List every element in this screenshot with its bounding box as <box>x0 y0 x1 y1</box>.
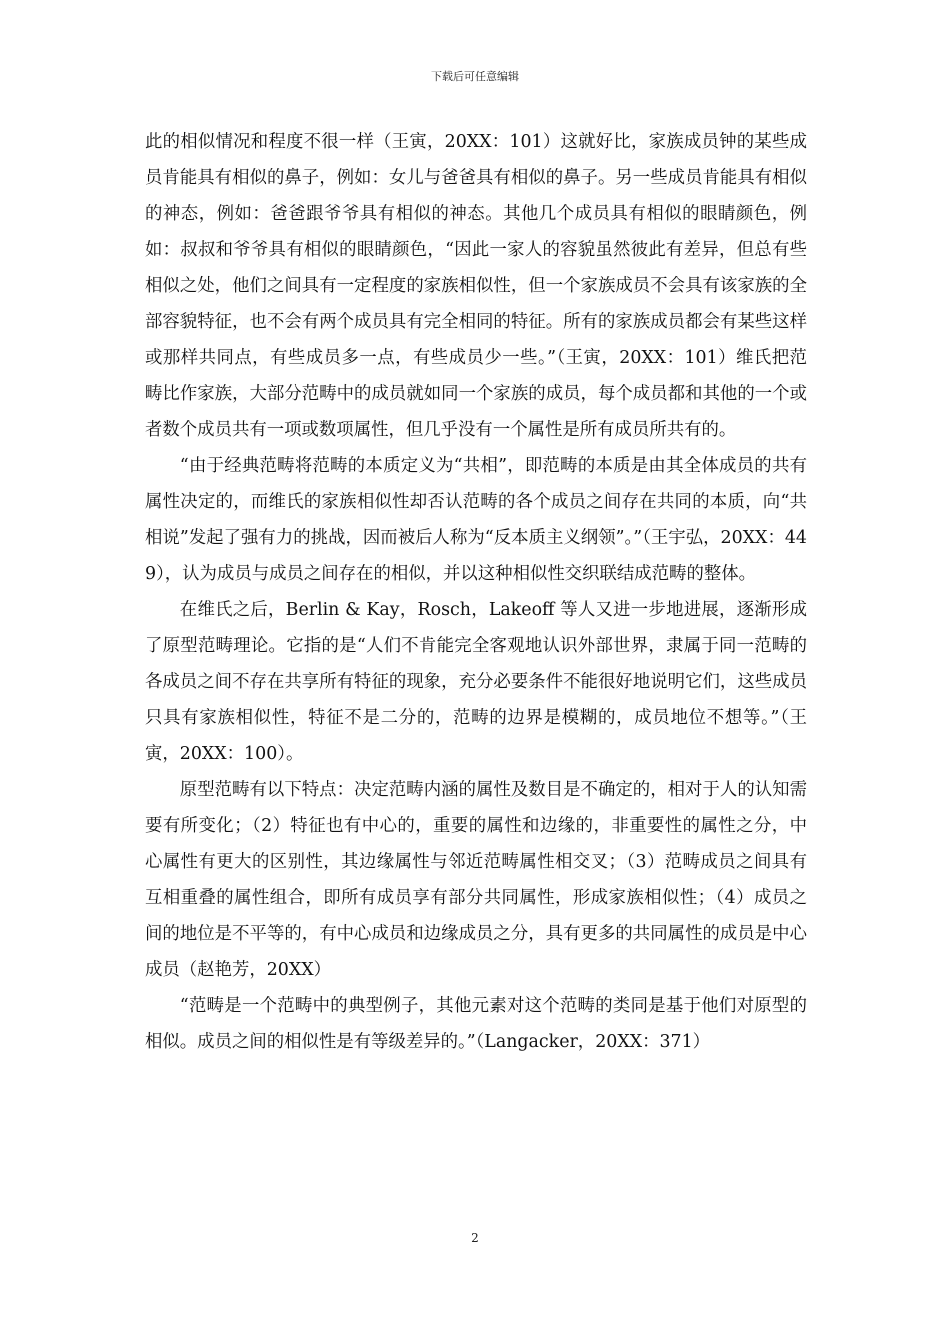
body-text <box>145 124 807 1060</box>
paragraph: 在维氏之后，Berlin & Kay，Rosch，Lakeoff 等人又进一步地进展，逐渐形成了原型范畴理论。它指的是“人们不肯能完全客观地认识外部世界，隶属于同一范畴的各成员之间不存在共享所有特征的现象，充分必要条件不能很好地说明它们，这些成员只具有家族相似性，特征不是二分的，范畴的边界是模糊的，成员地位不想等。”（王寅，20XX：100）。 <box>145 600 807 764</box>
paragraph: “由于经典范畴将范畴的本质定义为“共相”，即范畴的本质是由其全体成员的共有属性决定的，而维氏的家族相似性却否认范畴的各个成员之间存在共同的本质，向“共相说”发起了强有力的挑战，因而被后人称为“反本质主义纲领”。”（王宇弘，20XX：449），认为成员与成员之间存在的相似，并以这种相似性交织联结成范畴的整体。 <box>145 456 807 584</box>
paragraph: “范畴是一个范畴中的典型例子，其他元素对这个范畴的类同是基于他们对原型的相似。成员之间的相似性是有等级差异的。”（Langacker，20XX：371） <box>145 996 807 1052</box>
page-header: 下载后可任意编辑 <box>431 70 519 83</box>
paragraph: 原型范畴有以下特点：决定范畴内涵的属性及数目是不确定的，相对于人的认知需要有所变化；（2）特征也有中心的，重要的属性和边缘的，非重要性的属性之分，中心属性有更大的区别性，其边缘属性与邻近范畴属性相交叉；（3）范畴成员之间具有互相重叠的属性组合，即所有成员享有部分共同属性，形成家族相似性；（4）成员之间的地位是不平等的，有中心成员和边缘成员之分，具有更多的共同属性的成员是中心成员（赵艳芳，20XX） <box>145 780 807 980</box>
page-number: 2 <box>471 1231 479 1245</box>
paragraph: 此的相似情况和程度不很一样（王寅，20XX：101）这就好比，家族成员钟的某些成员肯能具有相似的鼻子，例如：女儿与爸爸具有相似的鼻子。另一些成员肯能具有相似的神态，例如：爸爸跟爷爷具有相似的神态。其他几个成员具有相似的眼睛颜色，例如：叔叔和爷爷具有相似的眼睛颜色，“因此一家人的容貌虽然彼此有差异，但总有些相似之处，他们之间具有一定程度的家族相似性，但一个家族成员不会具有该家族的全部容貌特征，也不会有两个成员具有完全相同的特征。所有的家族成员都会有某些这样或那样共同点，有些成员多一点，有些成员少一些。”（王寅，20XX：101）维氏把范畴比作家族，大部分范畴中的成员就如同一个家族的成员，每个成员都和其他的一个或者数个成员共有一项或数项属性，但几乎没有一个属性是所有成员所共有的。 <box>145 132 807 440</box>
